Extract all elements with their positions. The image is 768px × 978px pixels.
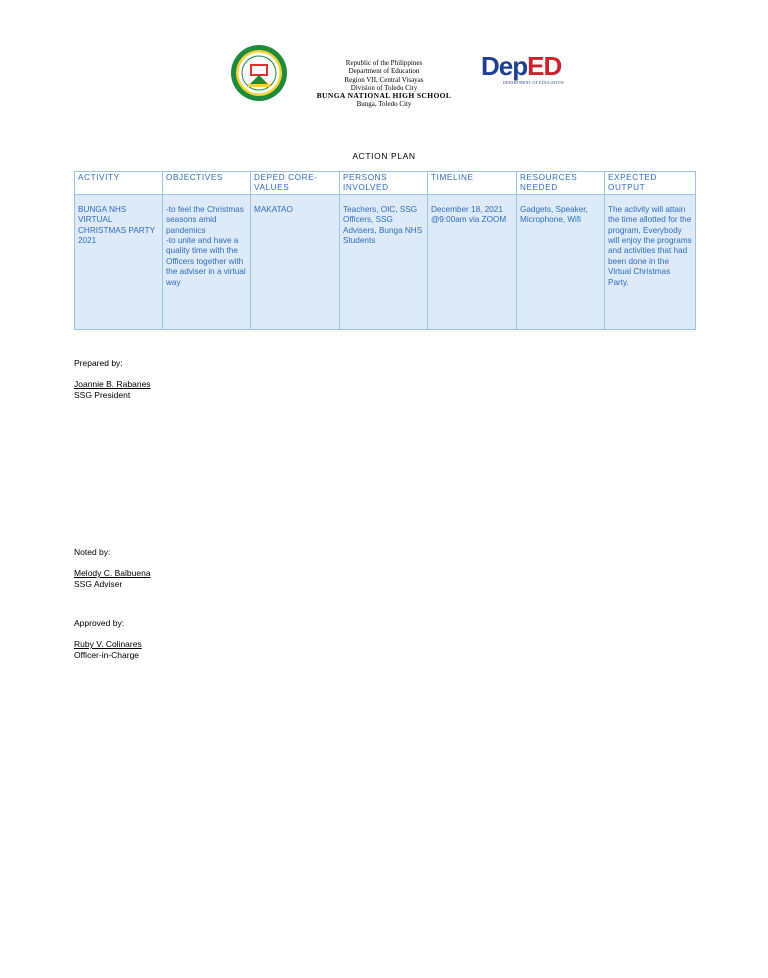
column-header: DEPED CORE-VALUES — [251, 172, 340, 195]
school-seal-logo — [230, 44, 288, 102]
school-address: Bunga, Toledo City — [356, 100, 412, 109]
page-title: ACTION PLAN — [352, 151, 416, 161]
header-line: Department of Education — [348, 67, 420, 76]
table-cell: December 18, 2021 @9:00am via ZOOM — [428, 194, 517, 329]
deped-wordmark — [481, 53, 561, 79]
column-header: OBJECTIVES — [163, 172, 251, 195]
signatory-name: Joannie B. Rabanes — [74, 379, 151, 389]
school-name: BUNGA NATIONAL HIGH SCHOOL — [316, 91, 452, 101]
noted-by-block — [74, 547, 151, 590]
school-seal-icon — [230, 44, 288, 102]
column-header: ACTIVITY — [75, 172, 163, 195]
header-line: Division of Toledo City — [350, 83, 418, 92]
signatory-role: Officer-in-Charge — [74, 650, 140, 660]
signatory-role: SSG Adviser — [74, 579, 123, 589]
deped-logo — [481, 49, 565, 89]
deped-wordmark-part: ED — [527, 51, 562, 81]
deped-wordmark-part: Dep — [481, 51, 528, 81]
column-header: EXPECTED OUTPUT — [605, 172, 696, 195]
table-header-row — [75, 172, 696, 195]
header-line: Region VII, Central Visayas — [344, 75, 424, 84]
deped-subtitle: DEPARTMENT OF EDUCATION — [503, 80, 564, 85]
table-row — [75, 194, 696, 329]
table-cell: MAKATAO — [251, 194, 340, 329]
signature-label: Approved by: — [74, 618, 125, 628]
header-line: Republic of the Philippines — [345, 59, 423, 67]
table-cell: BUNGA NHS VIRTUAL CHRISTMAS PARTY 2021 — [75, 194, 163, 329]
document-header — [300, 59, 468, 109]
column-header: TIMELINE — [428, 172, 517, 195]
table-cell: Gadgets, Speaker, Microphone, Wifi — [517, 194, 605, 329]
signature-label: Noted by: — [74, 547, 111, 557]
signature-label: Prepared by: — [74, 358, 123, 368]
prepared-by-block — [74, 358, 151, 401]
action-plan-table — [74, 171, 696, 330]
column-header: RESOURCES NEEDED — [517, 172, 605, 195]
signatory-name: Melody C. Balbuena — [74, 568, 151, 578]
approved-by-block — [74, 618, 142, 661]
table-cell: -to feel the Christmas seasons amid pandemics -to unite and have a quality time with the Officers together with the adviser in a virtual way — [163, 194, 251, 329]
column-header: PERSONS INVOLVED — [340, 172, 428, 195]
signatory-name: Ruby V. Colinares — [74, 639, 142, 649]
signatory-role: SSG President — [74, 390, 131, 400]
table-cell: Teachers, OIC, SSG Officers, SSG Advisers, Bunga NHS Students — [340, 194, 428, 329]
table-cell: The activity will attain the time allotted for the program, Everybody will enjoy the programs and activities that had been done in the Virtual Christmas Party. — [605, 194, 696, 329]
